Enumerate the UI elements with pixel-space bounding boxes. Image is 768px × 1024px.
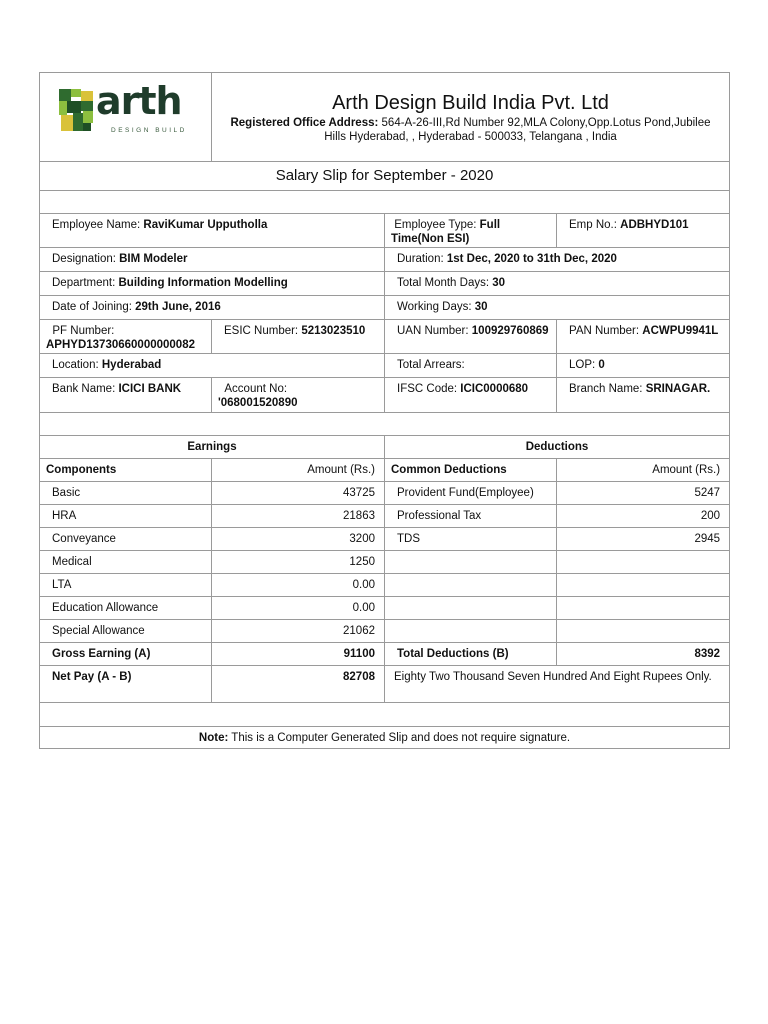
table-row [40,574,730,597]
total-arrears: Total Arrears: [385,354,557,378]
deduction-amount: 2945 [557,528,730,551]
table-row [40,597,730,620]
slip-title: Salary Slip for September - 2020 [40,162,730,191]
deduction-amount [557,551,730,574]
deduction-amount [557,574,730,597]
company-header-row [40,73,730,162]
earning-amount: 3200 [212,528,385,551]
working-days: Working Days: 30 [385,296,730,320]
gross-earning-label: Gross Earning (A) [40,643,212,666]
deduction-component: Professional Tax [385,505,557,528]
earning-amount-header: Amount (Rs.) [212,459,385,482]
total-deductions-label: Total Deductions (B) [385,643,557,666]
ifsc-code: IFSC Code: ICIC0000680 [385,378,557,413]
table-row [40,551,730,574]
deduction-amount [557,597,730,620]
branch-name: Branch Name: SRINAGAR. [557,378,730,413]
earning-component: Education Allowance [40,597,212,620]
earning-amount: 21863 [212,505,385,528]
table-row [40,620,730,643]
company-info [212,73,730,162]
employee-name: Employee Name: RaviKumar Upputholla [40,214,385,248]
earning-amount: 1250 [212,551,385,574]
net-pay-row [40,666,730,703]
company-name: Arth Design Build India Pvt. Ltd [332,92,609,114]
deduction-component [385,574,557,597]
spacer-row-3 [40,703,730,727]
company-logo [40,73,212,162]
earning-component: Basic [40,482,212,505]
employee-number: Emp No.: ADBHYD101 [557,214,730,248]
net-pay-label: Net Pay (A - B) [40,666,212,703]
address-value: 564-A-26-III,Rd Number 92,MLA Colony,Opp.Lotus Pond,Jubilee Hills Hyderabad, , Hyderabad - 500033, Telangana , India [324,117,711,143]
duration: Duration: 1st Dec, 2020 to 31th Dec, 2020 [385,248,730,272]
deduction-component: Provident Fund(Employee) [385,482,557,505]
spacer-row-2 [40,413,730,436]
deduction-amount-header: Amount (Rs.) [557,459,730,482]
earnings-header: Earnings [40,436,385,459]
deduction-component [385,551,557,574]
lop: LOP: 0 [557,354,730,378]
earning-amount: 0.00 [212,574,385,597]
company-address [212,115,729,144]
totals-row [40,643,730,666]
salary-slip [39,72,729,749]
deduction-component [385,620,557,643]
table-row [40,505,730,528]
common-deductions-header: Common Deductions [385,459,557,482]
employee-row-7 [40,378,730,413]
employee-type: Employee Type: Full Time(Non ESI) [385,214,557,248]
esic-number: ESIC Number: 5213023510 [212,320,385,354]
logo-wordmark: arth [96,79,182,123]
note-label: Note: [198,732,229,744]
location: Location: Hyderabad [40,354,385,378]
address-label: Registered Office Address: [230,117,379,129]
deduction-amount [557,620,730,643]
arth-logo-icon [57,87,97,135]
employee-row-3 [40,272,730,296]
earning-amount: 43725 [212,482,385,505]
earning-amount: 21062 [212,620,385,643]
pan-number: PAN Number: ACWPU9941L [557,320,730,354]
earning-component: Conveyance [40,528,212,551]
total-month-days: Total Month Days: 30 [385,272,730,296]
table-row [40,482,730,505]
gross-earning-value: 91100 [212,643,385,666]
spacer-row [40,191,730,214]
earning-component: Medical [40,551,212,574]
slip-title-row [40,162,730,191]
deduction-amount: 5247 [557,482,730,505]
employee-row-4 [40,296,730,320]
deduction-component [385,597,557,620]
components-header: Components [40,459,212,482]
deduction-amount: 200 [557,505,730,528]
table-row [40,528,730,551]
net-pay-in-words: Eighty Two Thousand Seven Hundred And Eight Rupees Only. [385,666,730,703]
deduction-component: TDS [385,528,557,551]
employee-row-1 [40,214,730,248]
designation: Designation: BIM Modeler [40,248,385,272]
salary-slip-table [39,72,730,749]
note-text: This is a Computer Generated Slip and does not require signature. [228,732,571,744]
earning-component: HRA [40,505,212,528]
earning-amount: 0.00 [212,597,385,620]
column-header-row [40,459,730,482]
footer-note [40,727,730,749]
bank-name: Bank Name: ICICI BANK [40,378,212,413]
earning-component: LTA [40,574,212,597]
logo-tagline: DESIGN BUILD [111,127,187,134]
earning-component: Special Allowance [40,620,212,643]
employee-row-5 [40,320,730,354]
date-of-joining: Date of Joining: 29th June, 2016 [40,296,385,320]
deductions-header: Deductions [385,436,730,459]
department: Department: Building Information Modelling [40,272,385,296]
employee-row-6 [40,354,730,378]
uan-number: UAN Number: 100929760869 [385,320,557,354]
pf-number: PF Number: APHYD13730660000000082 [40,320,212,354]
note-row [40,727,730,749]
section-header-row [40,436,730,459]
employee-row-2 [40,248,730,272]
total-deductions-value: 8392 [557,643,730,666]
net-pay-value: 82708 [212,666,385,703]
account-number: Account No: '068001520890 [212,378,385,413]
